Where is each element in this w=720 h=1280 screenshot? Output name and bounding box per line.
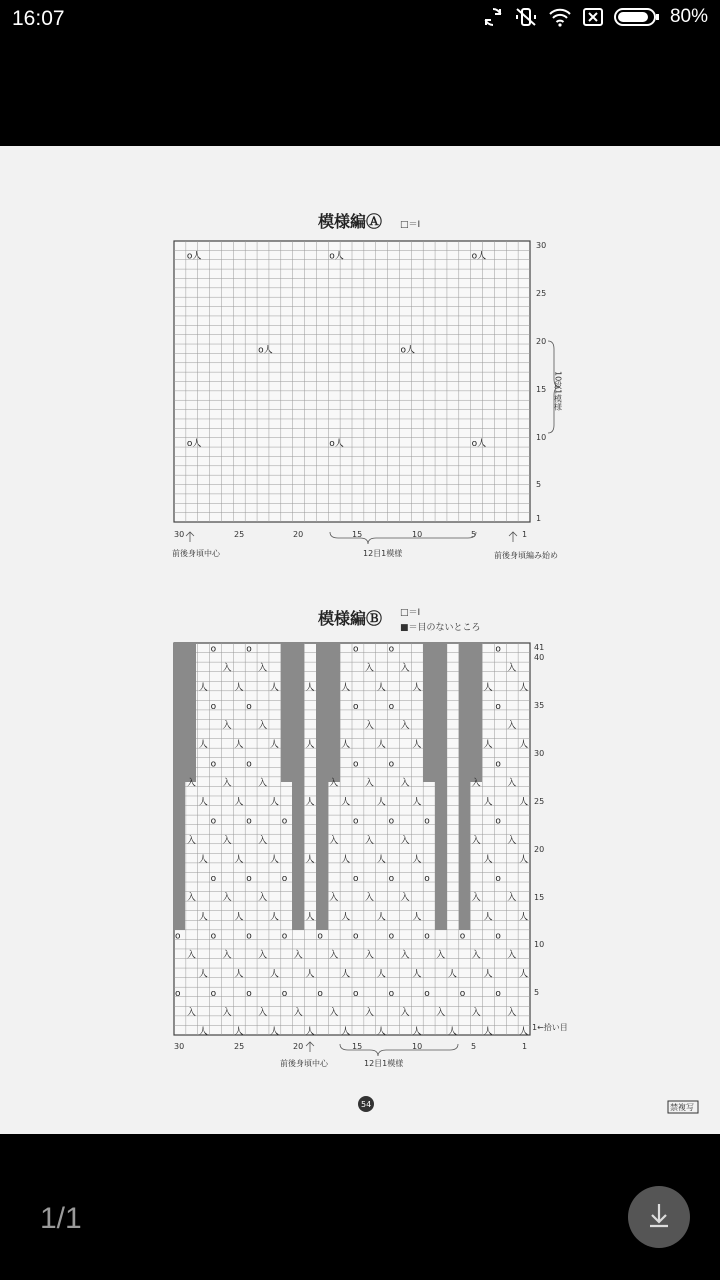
stitch-symbol: o人 <box>186 251 202 262</box>
stitch-symbol: 人 <box>519 740 529 751</box>
stitch-symbol: 入 <box>364 1007 374 1018</box>
stitch-symbol: 人 <box>376 1027 386 1037</box>
stitch-symbol: 人 <box>234 740 244 751</box>
chart-b-row1-label: 1←拾い目 <box>532 1023 568 1032</box>
stitch-symbol: o <box>317 988 323 999</box>
stitch-symbol: 人 <box>305 1027 315 1037</box>
stitch-symbol: 人 <box>198 797 208 808</box>
col-label: 5 <box>471 1042 477 1051</box>
chart-a-repeat-label: 12目1模様 <box>363 549 403 558</box>
no-stitch-area <box>459 643 482 782</box>
no-stitch-area <box>316 782 328 930</box>
stitch-symbol: o人 <box>258 345 273 356</box>
stitch-symbol: 入 <box>400 893 410 904</box>
stitch-symbol: 入 <box>400 1007 410 1018</box>
stitch-symbol: 入 <box>471 1007 481 1018</box>
stitch-symbol: 入 <box>400 778 410 789</box>
stitch-symbol: 人 <box>234 912 244 923</box>
col-label: 20 <box>293 530 304 539</box>
stitch-symbol: o <box>210 874 217 885</box>
stitch-symbol: 人 <box>234 1027 244 1037</box>
chart-b-grid <box>174 643 530 1037</box>
stitch-symbol: 人 <box>198 854 208 865</box>
col-label: 25 <box>234 530 245 539</box>
stitch-symbol: 入 <box>258 893 268 904</box>
stitch-symbol: 人 <box>376 969 386 980</box>
stitch-symbol: 人 <box>483 1027 493 1037</box>
stitch-symbol: o <box>175 988 181 999</box>
stitch-symbol: o <box>353 931 359 942</box>
col-label: 15 <box>352 530 363 539</box>
stitch-symbol: 入 <box>471 893 481 904</box>
stitch-symbol: o <box>353 759 359 770</box>
bottom-bar <box>0 1134 720 1280</box>
stitch-symbol: o <box>281 988 288 999</box>
row-label: 20 <box>534 845 545 854</box>
stitch-symbol: o <box>210 931 217 942</box>
chart-a-side-note: 10段1模様 <box>553 371 563 411</box>
stitch-symbol: 人 <box>519 1027 529 1037</box>
row-label: 1 <box>536 514 542 523</box>
col-label: 30 <box>174 530 185 539</box>
stitch-symbol: o <box>210 816 217 827</box>
stitch-symbol: o <box>281 874 288 885</box>
stitch-symbol: 人 <box>269 740 279 751</box>
status-time: 16:07 <box>12 7 65 30</box>
stitch-symbol: o <box>246 988 252 999</box>
stitch-symbol: 人 <box>234 969 244 980</box>
row-label: 30 <box>536 241 547 250</box>
download-button[interactable] <box>628 1186 690 1248</box>
stitch-symbol: 入 <box>364 835 374 846</box>
page-counter: 1/1 <box>40 1202 82 1235</box>
stitch-symbol: 人 <box>269 854 279 865</box>
stitch-symbol: 入 <box>364 950 374 961</box>
mute-icon <box>514 6 538 28</box>
stitch-symbol: 入 <box>471 835 481 846</box>
row-label: 15 <box>534 893 545 902</box>
chart-a-title: 模様編Ⓐ <box>318 212 383 231</box>
chart-a-right-label: 前後身頃編み始め <box>494 551 558 560</box>
stitch-symbol: 人 <box>269 797 279 808</box>
stitch-symbol: 入 <box>329 893 339 904</box>
row-label: 15 <box>536 385 547 394</box>
document-viewer[interactable] <box>0 146 720 1134</box>
stitch-symbol: 人 <box>483 682 493 693</box>
stitch-symbol: 人 <box>412 740 422 751</box>
stitch-symbol: 人 <box>341 740 351 751</box>
no-stitch-area <box>459 782 470 930</box>
stitch-symbol: 人 <box>234 682 244 693</box>
stitch-symbol: 入 <box>329 835 339 846</box>
stitch-symbol: 入 <box>507 950 517 961</box>
stitch-symbol: 人 <box>269 969 279 980</box>
stitch-symbol: 人 <box>376 854 386 865</box>
publisher-mark: 禁複写 <box>670 1103 694 1112</box>
stitch-symbol: 入 <box>507 835 517 846</box>
chart-a-legend: □＝Ⅰ <box>400 220 421 230</box>
stitch-symbol: 入 <box>222 835 232 846</box>
stitch-symbol: 人 <box>483 912 493 923</box>
stitch-symbol: 人 <box>305 797 315 808</box>
stitch-symbol: 入 <box>222 950 232 961</box>
stitch-symbol: o <box>424 931 430 942</box>
stitch-symbol: 入 <box>222 721 232 732</box>
stitch-symbol: 入 <box>329 778 339 789</box>
stitch-symbol: 入 <box>507 1007 517 1018</box>
stitch-symbol: 人 <box>234 854 244 865</box>
arrow-icon <box>306 1042 314 1052</box>
sync-icon <box>482 6 504 28</box>
no-stitch-area <box>423 643 447 782</box>
stitch-symbol: 入 <box>258 1007 268 1018</box>
stitch-symbol: 入 <box>364 778 374 789</box>
stitch-symbol: 入 <box>258 950 268 961</box>
stitch-symbol: 人 <box>305 740 315 751</box>
stitch-symbol: 入 <box>400 835 410 846</box>
row-label: 30 <box>534 749 545 758</box>
stitch-symbol: 人 <box>376 797 386 808</box>
stitch-symbol: 入 <box>471 778 481 789</box>
stitch-symbol: 入 <box>186 778 196 789</box>
stitch-symbol: 人 <box>341 969 351 980</box>
stitch-symbol: 入 <box>222 893 232 904</box>
chart-b-repeat-label: 12目1模様 <box>364 1059 404 1068</box>
stitch-symbol: o人 <box>400 345 415 356</box>
arrow-icon <box>509 532 517 542</box>
stitch-symbol: 入 <box>364 721 374 732</box>
no-stitch-area <box>174 782 185 930</box>
stitch-symbol: o <box>388 759 395 770</box>
stitch-symbol: 入 <box>507 721 517 732</box>
chart-b-left-label: 前後身頃中心 <box>280 1059 328 1068</box>
stitch-symbol: 入 <box>293 950 303 961</box>
stitch-symbol: 入 <box>258 663 268 674</box>
stitch-symbol: o <box>246 874 252 885</box>
stitch-symbol: o <box>246 644 252 655</box>
stitch-symbol: o <box>495 644 501 655</box>
stitch-symbol: o <box>495 874 501 885</box>
page-number: 54 <box>361 1100 372 1109</box>
stitch-symbol: o人 <box>186 439 202 450</box>
stitch-symbol: 人 <box>412 912 422 923</box>
stitch-symbol: o人 <box>329 251 344 262</box>
stitch-symbol: 人 <box>341 682 351 693</box>
sim-off-icon <box>582 7 604 27</box>
stitch-symbol: 入 <box>222 1007 232 1018</box>
stitch-symbol: 人 <box>447 969 457 980</box>
stitch-symbol: 人 <box>412 797 422 808</box>
stitch-symbol: 入 <box>436 950 446 961</box>
stitch-symbol: 入 <box>400 721 410 732</box>
row-label: 41 <box>534 643 545 652</box>
stitch-symbol: o <box>424 988 430 999</box>
stitch-symbol: 人 <box>341 912 351 923</box>
col-label: 15 <box>352 1042 363 1051</box>
stitch-symbol: 入 <box>507 893 517 904</box>
stitch-symbol: 人 <box>305 969 315 980</box>
stitch-symbol: 入 <box>258 835 268 846</box>
stitch-symbol: o人 <box>471 439 487 450</box>
stitch-symbol: 人 <box>269 912 279 923</box>
stitch-symbol: 入 <box>329 950 339 961</box>
stitch-symbol: 人 <box>519 854 529 865</box>
stitch-symbol: 人 <box>269 1027 279 1037</box>
stitch-symbol: o <box>210 759 217 770</box>
stitch-symbol: o <box>353 874 359 885</box>
stitch-symbol: 人 <box>412 682 422 693</box>
no-stitch-area <box>435 782 447 930</box>
stitch-symbol: 入 <box>507 663 517 674</box>
stitch-symbol: 入 <box>507 778 517 789</box>
stitch-symbol: o <box>388 644 395 655</box>
stitch-symbol: o <box>353 701 359 712</box>
row-label: 5 <box>534 988 540 997</box>
stitch-symbol: o <box>317 931 323 942</box>
stitch-symbol: o <box>388 816 395 827</box>
stitch-symbol: o人 <box>471 251 487 262</box>
stitch-symbol: o <box>175 931 181 942</box>
stitch-symbol: 人 <box>483 797 493 808</box>
stitch-symbol: o人 <box>329 439 344 450</box>
stitch-symbol: o <box>495 701 501 712</box>
stitch-symbol: 入 <box>258 721 268 732</box>
stitch-symbol: o <box>281 816 288 827</box>
stitch-symbol: 入 <box>186 950 196 961</box>
stitch-symbol: 人 <box>305 854 315 865</box>
stitch-symbol: o <box>388 988 395 999</box>
stitch-symbol: 人 <box>519 912 529 923</box>
stitch-symbol: o <box>495 759 501 770</box>
stitch-symbol: 入 <box>222 778 232 789</box>
stitch-symbol: o <box>495 931 501 942</box>
row-label: 10 <box>534 940 545 949</box>
knitting-chart-page <box>0 146 720 1134</box>
stitch-symbol: 人 <box>198 912 208 923</box>
col-label: 1 <box>522 1042 528 1051</box>
stitch-symbol: 人 <box>198 740 208 751</box>
col-label: 20 <box>293 1042 304 1051</box>
stitch-symbol: 人 <box>376 740 386 751</box>
stitch-symbol: o <box>210 988 217 999</box>
chart-b-title: 模様編Ⓑ <box>318 609 383 628</box>
stitch-symbol: 人 <box>412 854 422 865</box>
col-label: 5 <box>471 530 477 539</box>
battery-icon <box>614 7 660 27</box>
row-label: 20 <box>536 337 547 346</box>
wifi-icon <box>548 7 572 27</box>
col-label: 10 <box>412 530 423 539</box>
stitch-symbol: o <box>388 874 395 885</box>
stitch-symbol: 人 <box>341 797 351 808</box>
stitch-symbol: o <box>388 931 395 942</box>
download-icon <box>644 1200 674 1235</box>
stitch-symbol: o <box>388 701 395 712</box>
row-label: 40 <box>534 653 545 662</box>
stitch-symbol: o <box>281 931 288 942</box>
col-label: 10 <box>412 1042 423 1051</box>
stitch-symbol: 入 <box>436 1007 446 1018</box>
no-stitch-area <box>174 643 196 782</box>
stitch-symbol: 入 <box>186 893 196 904</box>
stitch-symbol: o <box>246 931 252 942</box>
stitch-symbol: 人 <box>519 797 529 808</box>
stitch-symbol: 人 <box>376 912 386 923</box>
col-label: 1 <box>522 530 528 539</box>
stitch-symbol: o <box>353 816 359 827</box>
stitch-symbol: o <box>459 988 466 999</box>
stitch-symbol: o <box>459 931 466 942</box>
status-icons <box>482 6 708 28</box>
no-stitch-area <box>316 643 340 782</box>
col-label: 30 <box>174 1042 185 1051</box>
battery-percent: 80% <box>669 6 708 27</box>
stitch-symbol: 人 <box>519 682 529 693</box>
no-stitch-area <box>292 782 304 930</box>
stitch-symbol: o <box>210 701 217 712</box>
chart-b-legend-1: □＝Ⅰ <box>400 608 421 618</box>
arrow-icon <box>186 532 194 542</box>
stitch-symbol: 入 <box>329 1007 339 1018</box>
stitch-symbol: 入 <box>364 663 374 674</box>
stitch-symbol: o <box>246 816 252 827</box>
stitch-symbol: 入 <box>293 1007 303 1018</box>
stitch-symbol: o <box>353 644 359 655</box>
chart-a-left-label: 前後身頃中心 <box>172 549 220 558</box>
row-label: 25 <box>536 289 547 298</box>
stitch-symbol: 人 <box>198 682 208 693</box>
stitch-symbol: 入 <box>186 1007 196 1018</box>
stitch-symbol: 人 <box>305 912 315 923</box>
stitch-symbol: 人 <box>198 1027 208 1037</box>
stitch-symbol: 入 <box>471 950 481 961</box>
stitch-symbol: o <box>353 988 359 999</box>
stitch-symbol: 人 <box>198 969 208 980</box>
stitch-symbol: 人 <box>376 682 386 693</box>
chart-b-legend-2: ■＝目のないところ <box>400 623 481 633</box>
stitch-symbol: o <box>495 988 501 999</box>
stitch-symbol: o <box>424 816 430 827</box>
stitch-symbol: 入 <box>258 778 268 789</box>
stitch-symbol: 人 <box>412 969 422 980</box>
stitch-symbol: 入 <box>400 663 410 674</box>
stitch-symbol: 入 <box>186 835 196 846</box>
stitch-symbol: o <box>246 701 252 712</box>
col-label: 25 <box>234 1042 245 1051</box>
chart-a-grid <box>174 241 530 522</box>
stitch-symbol: 人 <box>483 740 493 751</box>
stitch-symbol: o <box>246 759 252 770</box>
row-label: 25 <box>534 797 545 806</box>
stitch-symbol: 人 <box>483 854 493 865</box>
stitch-symbol: o <box>495 816 501 827</box>
stitch-symbol: 人 <box>305 682 315 693</box>
stitch-symbol: 人 <box>483 969 493 980</box>
stitch-symbol: 人 <box>412 1027 422 1037</box>
row-label: 10 <box>536 433 547 442</box>
stitch-symbol: 人 <box>447 1027 457 1037</box>
stitch-symbol: o <box>424 874 430 885</box>
row-label: 5 <box>536 480 542 489</box>
stitch-symbol: o <box>210 644 217 655</box>
stitch-symbol: 人 <box>519 969 529 980</box>
row-label: 35 <box>534 701 545 710</box>
stitch-symbol: 人 <box>269 682 279 693</box>
stitch-symbol: 入 <box>364 893 374 904</box>
stitch-symbol: 人 <box>234 797 244 808</box>
stitch-symbol: 入 <box>222 663 232 674</box>
stitch-symbol: 人 <box>341 854 351 865</box>
stitch-symbol: 入 <box>400 950 410 961</box>
no-stitch-area <box>281 643 304 782</box>
stitch-symbol: 人 <box>341 1027 351 1037</box>
status-bar <box>0 0 720 38</box>
